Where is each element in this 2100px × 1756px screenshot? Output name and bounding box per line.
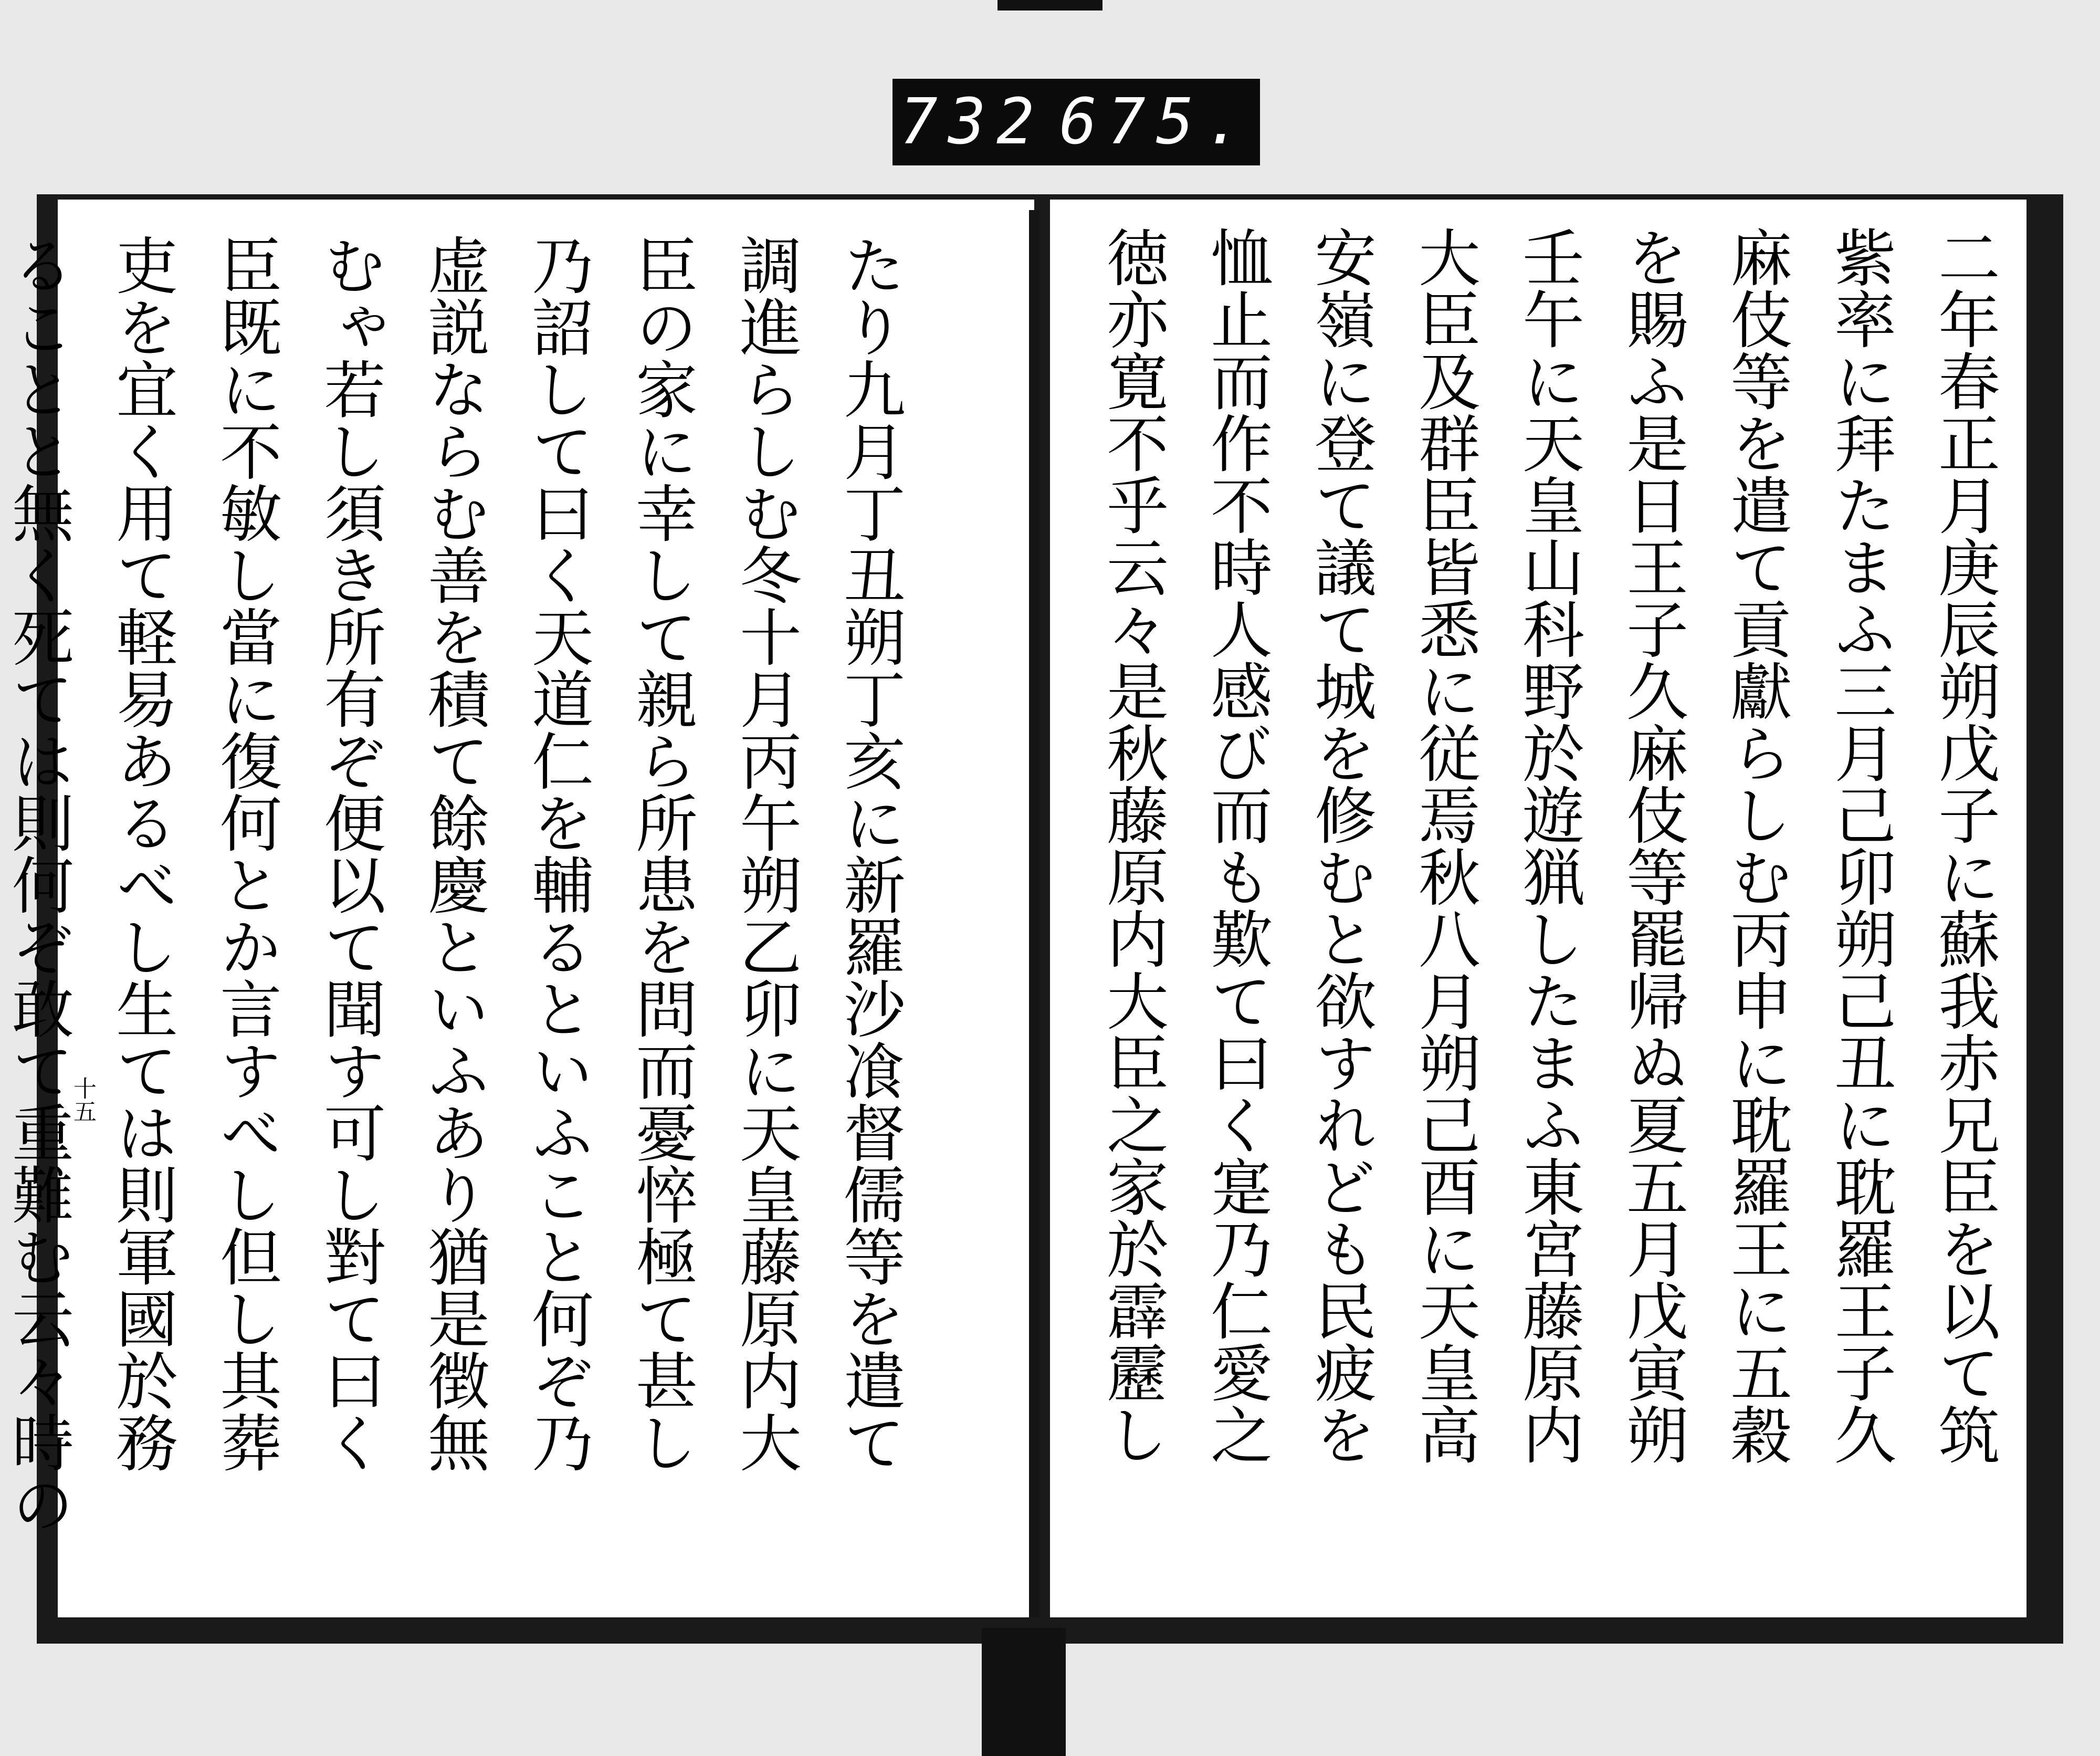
text-column: 安嶺に登て議て城を修むと欲すれども民疲を [1304,226,1377,1465]
text-column: 臣の家に幸して親ら所患を問而憂悴極て甚し [625,234,698,1473]
text-column: を賜ふ是日王子久麻伎等罷帰ぬ夏五月戊寅朔 [1616,226,1688,1465]
page-folio: 十五 [69,1076,96,1123]
text-column: 紫率に拜たまふ三月己卯朔己丑に耽羅王子久 [1824,226,1896,1465]
text-column: むゃ若し須き所有ぞ便以て聞す可し對て曰く [313,234,386,1473]
text-column: 臣既に不敏し當に復何とか言すべし但し其葬 [209,234,282,1473]
book-gutter [1029,210,1040,1617]
text-column: 吏を宜く用て軽易あるべし生ては則軍國於務 [106,234,178,1473]
catalog-number-left: 732 [899,86,1045,159]
text-column: たり九月丁丑朔丁亥に新羅沙飡督儒等を遣て [833,234,906,1473]
text-column: 徳亦寛不乎云々是秋藤原内大臣之家於霹靂し [1096,226,1169,1465]
catalog-number-right: 675. [1059,86,1253,159]
top-binding-tab [998,0,1102,11]
text-column: 壬午に天皇山科野於遊猟したまふ東宮藤原内 [1512,226,1584,1465]
catalog-label [892,79,1260,165]
text-column: 恤止而作不時人感び而も歎て曰く寔乃仁愛之 [1200,226,1273,1465]
text-column: 二年春正月庚辰朔戊子に蘇我赤兄臣を以て筑 [1928,226,2000,1465]
text-column: ることと無く死ては則何ぞ敢て重難む云々時の [2,234,74,1535]
text-column: 大臣及群臣皆悉に従焉秋八月朔己酉に天皇高 [1408,226,1480,1465]
text-column: 調進らしむ冬十月丙午朔乙卯に天皇藤原内大 [729,234,802,1473]
text-column: 麻伎等を遣て貢獻らしむ丙申に耽羅王に五穀 [1720,226,1792,1465]
right-page-text [1096,226,2016,1465]
bottom-binding-tab [982,1628,1066,1756]
text-column: 乃詔して曰く天道仁を輔るといふこと何ぞ乃 [521,234,594,1473]
text-column: 虚説ならむ善を積て餘慶といふあり猶是徴無 [417,234,490,1473]
